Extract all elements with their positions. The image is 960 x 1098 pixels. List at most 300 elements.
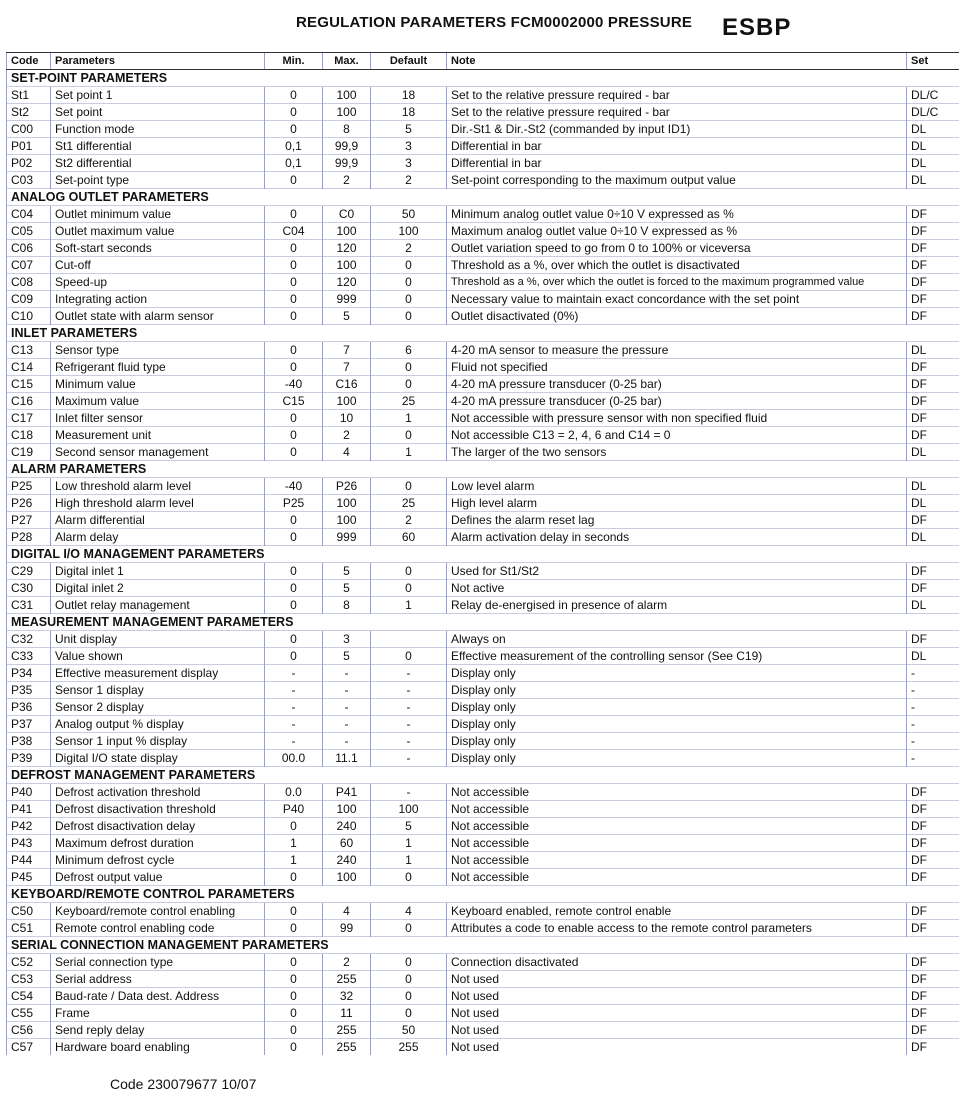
section-header-row [7,937,959,954]
cell-set: DL/C [907,87,959,104]
cell-min: 00.0 [265,750,323,767]
cell-note: Threshold as a %, over which the outlet is disactivated [447,257,907,274]
cell-note: Relay de-energised in presence of alarm [447,597,907,614]
cell-default: 25 [371,495,447,512]
cell-parameter: St2 differential [51,155,265,172]
cell-note: Threshold as a %, over which the outlet is forced to the maximum programmed value [447,274,907,291]
cell-default: 3 [371,138,447,155]
table-row [7,733,959,750]
cell-code: C52 [7,954,51,971]
cell-min: 0 [265,206,323,223]
cell-min: 1 [265,835,323,852]
cell-default: 0 [371,988,447,1005]
cell-code: P36 [7,699,51,716]
cell-max: - [323,699,371,716]
cell-min: C15 [265,393,323,410]
table-row [7,291,959,308]
cell-parameter: Maximum defrost duration [51,835,265,852]
section-header-row [7,614,959,631]
cell-set: DF [907,784,959,801]
cell-default: - [371,699,447,716]
cell-code: C29 [7,563,51,580]
cell-parameter: Set point 1 [51,87,265,104]
cell-set: - [907,665,959,682]
cell-parameter: Remote control enabling code [51,920,265,937]
cell-note: Alarm activation delay in seconds [447,529,907,546]
table-row [7,427,959,444]
cell-default: 0 [371,869,447,886]
cell-code: C00 [7,121,51,138]
table-row [7,223,959,240]
cell-max: 999 [323,529,371,546]
cell-default: 255 [371,1039,447,1056]
cell-min: 1 [265,852,323,869]
table-row [7,750,959,767]
table-row [7,648,959,665]
cell-set: DF [907,988,959,1005]
cell-set: DF [907,1022,959,1039]
cell-code: C05 [7,223,51,240]
cell-note: Not accessible [447,818,907,835]
cell-max: 240 [323,852,371,869]
cell-default: 0 [371,291,447,308]
parameter-sheet [6,0,958,1052]
cell-min: - [265,665,323,682]
cell-max: 7 [323,342,371,359]
table-row [7,121,959,138]
table-row [7,597,959,614]
cell-parameter: Digital I/O state display [51,750,265,767]
cell-set: - [907,716,959,733]
cell-code: P39 [7,750,51,767]
cell-parameter: Baud-rate / Data dest. Address [51,988,265,1005]
cell-set: DF [907,308,959,325]
cell-parameter: Frame [51,1005,265,1022]
cell-code: C51 [7,920,51,937]
cell-parameter: Defrost disactivation threshold [51,801,265,818]
table-row [7,206,959,223]
cell-default: 100 [371,223,447,240]
cell-parameter: Sensor 2 display [51,699,265,716]
cell-default: 5 [371,121,447,138]
cell-code: St2 [7,104,51,121]
cell-max: 32 [323,988,371,1005]
cell-set: DL [907,478,959,495]
cell-code: P35 [7,682,51,699]
cell-code: P41 [7,801,51,818]
cell-min: 0 [265,563,323,580]
cell-default: 0 [371,359,447,376]
cell-default: - [371,665,447,682]
cell-set: DL [907,597,959,614]
cell-set: DL [907,648,959,665]
cell-set: DF [907,257,959,274]
cell-min: 0 [265,1039,323,1056]
cell-min: 0 [265,988,323,1005]
cell-note: Not accessible [447,801,907,818]
cell-set: DL [907,529,959,546]
cell-default: 1 [371,597,447,614]
table-row [7,682,959,699]
cell-max: - [323,716,371,733]
cell-set: DF [907,869,959,886]
cell-max: 2 [323,427,371,444]
table-row [7,478,959,495]
cell-default: 1 [371,835,447,852]
cell-note: Set to the relative pressure required - bar [447,87,907,104]
cell-note: Maximum analog outlet value 0÷10 V expressed as % [447,223,907,240]
cell-code: C18 [7,427,51,444]
cell-max: 60 [323,835,371,852]
cell-parameter: Alarm differential [51,512,265,529]
cell-code: P27 [7,512,51,529]
cell-default: 50 [371,206,447,223]
cell-note: Low level alarm [447,478,907,495]
cell-code: P01 [7,138,51,155]
cell-max: 999 [323,291,371,308]
cell-note: Display only [447,733,907,750]
cell-parameter: Digital inlet 1 [51,563,265,580]
cell-max: 99,9 [323,155,371,172]
cell-note: Not used [447,988,907,1005]
cell-note: Set to the relative pressure required - bar [447,104,907,121]
cell-code: C08 [7,274,51,291]
cell-max: 99 [323,920,371,937]
parameters-table [6,52,959,1055]
parameters-table-body [7,53,959,1056]
cell-note: Not used [447,971,907,988]
cell-min: 0 [265,274,323,291]
cell-note: The larger of the two sensors [447,444,907,461]
table-row [7,308,959,325]
cell-min: 0 [265,1022,323,1039]
cell-min: 0 [265,444,323,461]
cell-code: St1 [7,87,51,104]
table-row [7,1005,959,1022]
cell-min: - [265,699,323,716]
table-row [7,954,959,971]
section-title: ALARM PARAMETERS [7,461,959,478]
table-row [7,240,959,257]
cell-default: 0 [371,954,447,971]
cell-parameter: Cut-off [51,257,265,274]
table-row [7,716,959,733]
cell-code: C16 [7,393,51,410]
cell-note: Not accessible [447,852,907,869]
cell-note: Display only [447,750,907,767]
cell-set: DF [907,240,959,257]
cell-set: DL [907,172,959,189]
table-row [7,376,959,393]
cell-set: DF [907,376,959,393]
table-row [7,818,959,835]
cell-note: Always on [447,631,907,648]
cell-max: 120 [323,274,371,291]
cell-min: P40 [265,801,323,818]
cell-code: P42 [7,818,51,835]
cell-set: DL [907,444,959,461]
cell-set: DL [907,342,959,359]
cell-max: 11 [323,1005,371,1022]
cell-note: Not accessible C13 = 2, 4, 6 and C14 = 0 [447,427,907,444]
table-row [7,393,959,410]
cell-code: C03 [7,172,51,189]
cell-note: Effective measurement of the controlling sensor (See C19) [447,648,907,665]
cell-parameter: Speed-up [51,274,265,291]
cell-parameter: Second sensor management [51,444,265,461]
cell-code: P25 [7,478,51,495]
cell-min: - [265,682,323,699]
cell-min: 0,1 [265,138,323,155]
cell-max: 255 [323,1022,371,1039]
cell-code: C13 [7,342,51,359]
cell-parameter: Serial connection type [51,954,265,971]
cell-default: 0 [371,478,447,495]
cell-min: 0 [265,971,323,988]
cell-note: Fluid not specified [447,359,907,376]
table-row [7,784,959,801]
cell-parameter: Digital inlet 2 [51,580,265,597]
cell-parameter: Minimum value [51,376,265,393]
cell-default: 3 [371,155,447,172]
cell-set: DF [907,563,959,580]
cell-min: -40 [265,376,323,393]
table-row [7,801,959,818]
cell-note: Minimum analog outlet value 0÷10 V expressed as % [447,206,907,223]
cell-note: Set-point corresponding to the maximum output value [447,172,907,189]
section-header-row [7,767,959,784]
cell-default: 1 [371,444,447,461]
column-header-parameters: Parameters [51,53,265,70]
cell-code: P40 [7,784,51,801]
table-row [7,869,959,886]
cell-max: 10 [323,410,371,427]
cell-set: DL [907,155,959,172]
cell-code: C57 [7,1039,51,1056]
cell-max: 11.1 [323,750,371,767]
cell-set: DF [907,852,959,869]
section-header-row [7,325,959,342]
cell-note: Not accessible [447,869,907,886]
cell-note: 4-20 mA sensor to measure the pressure [447,342,907,359]
cell-min: 0 [265,1005,323,1022]
cell-parameter: Analog output % display [51,716,265,733]
cell-max: C16 [323,376,371,393]
cell-parameter: Defrost disactivation delay [51,818,265,835]
cell-default: 1 [371,852,447,869]
cell-code: P26 [7,495,51,512]
cell-parameter: Minimum defrost cycle [51,852,265,869]
section-header-row [7,461,959,478]
cell-max: 120 [323,240,371,257]
cell-default: 18 [371,87,447,104]
cell-min: P25 [265,495,323,512]
cell-parameter: Defrost activation threshold [51,784,265,801]
brand-logo: ESBP [722,14,792,41]
cell-note: Not accessible [447,784,907,801]
cell-note: Not used [447,1005,907,1022]
cell-code: C10 [7,308,51,325]
table-row [7,155,959,172]
cell-parameter: Outlet state with alarm sensor [51,308,265,325]
cell-default: 0 [371,920,447,937]
table-header-row [7,53,959,70]
cell-note: Necessary value to maintain exact concordance with the set point [447,291,907,308]
cell-max: 100 [323,801,371,818]
cell-set: DL [907,138,959,155]
section-title: DIGITAL I/O MANAGEMENT PARAMETERS [7,546,959,563]
cell-set: DF [907,393,959,410]
cell-note: Keyboard enabled, remote control enable [447,903,907,920]
cell-parameter: Sensor 1 display [51,682,265,699]
cell-default: 18 [371,104,447,121]
cell-default: 6 [371,342,447,359]
cell-parameter: Soft-start seconds [51,240,265,257]
cell-max: 99,9 [323,138,371,155]
cell-parameter: Keyboard/remote control enabling [51,903,265,920]
title-bar [6,0,958,52]
cell-max: 100 [323,393,371,410]
cell-min: - [265,716,323,733]
cell-default: 1 [371,410,447,427]
cell-code: C09 [7,291,51,308]
table-row [7,410,959,427]
table-row [7,138,959,155]
cell-parameter: Serial address [51,971,265,988]
cell-code: C30 [7,580,51,597]
cell-min: 0 [265,240,323,257]
table-row [7,104,959,121]
cell-parameter: Sensor type [51,342,265,359]
cell-parameter: Maximum value [51,393,265,410]
cell-parameter: Measurement unit [51,427,265,444]
cell-note: Display only [447,716,907,733]
cell-note: Not used [447,1039,907,1056]
cell-note: Used for St1/St2 [447,563,907,580]
cell-parameter: Outlet maximum value [51,223,265,240]
cell-max: 100 [323,104,371,121]
table-row [7,920,959,937]
cell-max: 8 [323,121,371,138]
cell-set: DF [907,954,959,971]
cell-code: C06 [7,240,51,257]
cell-note: Not accessible with pressure sensor with non specified fluid [447,410,907,427]
cell-set: DF [907,206,959,223]
cell-set: DF [907,1039,959,1056]
cell-set: DL [907,121,959,138]
column-header-set: Set [907,53,959,70]
column-header-code: Code [7,53,51,70]
cell-min: 0 [265,257,323,274]
cell-parameter: High threshold alarm level [51,495,265,512]
cell-max: 100 [323,223,371,240]
document-code: Code 230079677 10/07 [110,1076,257,1092]
table-row [7,631,959,648]
table-row [7,444,959,461]
cell-max: 4 [323,444,371,461]
cell-max: 2 [323,172,371,189]
table-row [7,359,959,376]
cell-default: 50 [371,1022,447,1039]
section-title: DEFROST MANAGEMENT PARAMETERS [7,767,959,784]
cell-note: High level alarm [447,495,907,512]
section-title: INLET PARAMETERS [7,325,959,342]
table-row [7,988,959,1005]
cell-default: 0 [371,648,447,665]
cell-set: DF [907,1005,959,1022]
cell-default [371,631,447,648]
cell-max: P41 [323,784,371,801]
cell-max: 7 [323,359,371,376]
cell-parameter: Inlet filter sensor [51,410,265,427]
cell-min: 0 [265,308,323,325]
cell-code: P37 [7,716,51,733]
section-title: ANALOG OUTLET PARAMETERS [7,189,959,206]
cell-default: - [371,784,447,801]
cell-default: 5 [371,818,447,835]
cell-max: - [323,665,371,682]
cell-max: 5 [323,580,371,597]
document-title: REGULATION PARAMETERS FCM0002000 PRESSURE [296,14,693,31]
table-row [7,257,959,274]
cell-parameter: Effective measurement display [51,665,265,682]
table-row [7,835,959,852]
table-row [7,172,959,189]
cell-max: 8 [323,597,371,614]
section-title: MEASUREMENT MANAGEMENT PARAMETERS [7,614,959,631]
cell-set: - [907,733,959,750]
cell-default: 0 [371,308,447,325]
cell-note: Defines the alarm reset lag [447,512,907,529]
section-title: SET-POINT PARAMETERS [7,70,959,87]
cell-code: C56 [7,1022,51,1039]
cell-min: 0 [265,121,323,138]
cell-default: 0 [371,427,447,444]
cell-set: DF [907,835,959,852]
cell-parameter: Defrost output value [51,869,265,886]
section-header-row [7,886,959,903]
table-row [7,1022,959,1039]
cell-min: 0 [265,427,323,444]
cell-code: C33 [7,648,51,665]
cell-set: DF [907,410,959,427]
table-row [7,529,959,546]
table-row [7,512,959,529]
cell-min: 0 [265,818,323,835]
cell-parameter: Send reply delay [51,1022,265,1039]
cell-note: Not active [447,580,907,597]
cell-min: 0.0 [265,784,323,801]
cell-code: C53 [7,971,51,988]
cell-default: - [371,682,447,699]
cell-note: Outlet disactivated (0%) [447,308,907,325]
table-row [7,1039,959,1056]
cell-code: P34 [7,665,51,682]
cell-min: 0 [265,529,323,546]
cell-code: C50 [7,903,51,920]
cell-set: DF [907,818,959,835]
table-row [7,903,959,920]
column-header-max: Max. [323,53,371,70]
table-row [7,563,959,580]
cell-note: Display only [447,682,907,699]
cell-code: P38 [7,733,51,750]
cell-default: 100 [371,801,447,818]
cell-code: C04 [7,206,51,223]
cell-code: P02 [7,155,51,172]
cell-default: 2 [371,512,447,529]
cell-parameter: Unit display [51,631,265,648]
